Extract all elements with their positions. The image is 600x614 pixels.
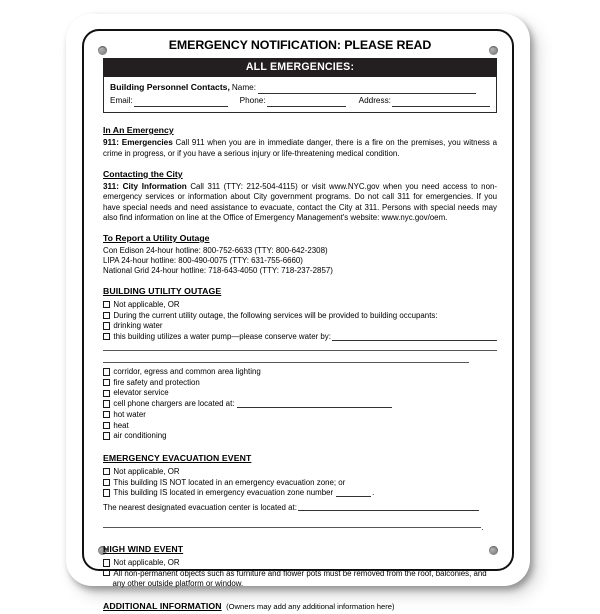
spacer [103,363,497,366]
evacuation-center-label: The nearest designated evacuation center is located at: [103,503,297,513]
checkbox-icon[interactable] [103,368,110,375]
checkbox-row-cell-phone-chargers[interactable] [103,399,497,408]
checkbox-row-corridor-lighting[interactable] [103,367,497,376]
contacting-the-city-section [103,164,497,223]
additional-information-heading: ADDITIONAL INFORMATION [103,600,222,611]
water-pump-conserve-input[interactable] [332,332,497,341]
checkbox-icon[interactable] [103,422,110,429]
checkbox-icon[interactable] [103,333,110,340]
contacts-address-label: Address: [358,96,391,106]
contacts-name-row [110,81,490,93]
contacts-name-label: Name: [231,82,256,92]
in-an-emergency-body [103,138,497,159]
checkbox-row-water-pump[interactable] [103,332,497,341]
cell-phone-charger-location-input[interactable] [237,399,392,408]
evacuation-zone-number-input[interactable] [336,488,371,497]
report-utility-outage-section [103,228,497,276]
contacting-the-city-text: Call 311 (TTY: 212-504-4115) or visit www.NYC.gov when you need access to non-emergency services or information about City government programs. Do not call 311 for emergencies. If you have special needs and need assistance to evacuate, contact the City at 311. Persons with special needs may also find information on line at the Office of Emergency Management's website: www.nyc.gov/oem. [103,181,497,222]
building-personnel-contacts-box [103,77,497,113]
checkbox-icon[interactable] [103,301,110,308]
additional-information-section [103,596,497,614]
blank-write-in-line-1[interactable] [103,350,497,351]
in-an-emergency-heading: In An Emergency [103,125,174,136]
checkbox-label: this building utilizes a water pump—please conserve water by: [113,331,331,341]
checkbox-icon[interactable] [103,400,110,407]
checkbox-label: This building IS located in emergency evacuation zone number [113,488,334,498]
additional-information-note: (Owners may add any additional information here) [226,601,395,611]
sign-plate [66,14,530,611]
checkbox-row-during-current-outage[interactable] [103,311,497,320]
checkbox-row-heat[interactable] [103,421,497,430]
contacts-email-input[interactable] [134,98,228,107]
high-wind-section [103,539,497,589]
checkbox-icon[interactable] [103,479,110,486]
checkbox-row-not-applicable-utility[interactable] [103,300,497,309]
checkbox-label: All non-permanent objects such as furniture and flower pots must be removed from the roof, balconies, and any other outside platform or window. [112,568,487,588]
report-utility-outage-heading: To Report a Utility Outage [103,232,210,243]
checkbox-label: elevator service [113,388,169,398]
checkbox-label: During the current utility outage, the following services will be provided to building occupants: [113,310,438,320]
checkbox-label: corridor, egress and common area lighting [113,367,261,377]
utility-hotline-lipa: LIPA 24-hour hotline: 800-490-0075 (TTY: 631-755-6660) [103,256,303,266]
checkbox-row-remove-objects[interactable] [103,569,497,589]
checkbox-label: fire safety and protection [113,377,200,387]
building-utility-outage-heading: BUILDING UTILITY OUTAGE [103,285,222,296]
checkbox-icon[interactable] [103,390,110,397]
checkbox-row-not-applicable-evacuation[interactable] [103,467,497,476]
checkbox-icon[interactable] [103,468,110,475]
evacuation-center-period: . [481,523,484,533]
checkbox-row-hot-water[interactable] [103,410,497,419]
checkbox-row-air-conditioning[interactable] [103,431,497,440]
contacting-the-city-body [103,182,497,223]
contacts-phone-label: Phone: [239,96,266,106]
high-wind-heading: HIGH WIND EVENT [103,544,184,555]
evacuation-zone-period: . [372,488,375,498]
checkbox-row-fire-safety[interactable] [103,378,497,387]
sign-content [103,38,497,614]
building-utility-outage-section [103,281,497,441]
checkbox-icon[interactable] [103,411,110,418]
checkbox-row-not-in-evacuation-zone[interactable] [103,478,497,487]
spacer [103,532,497,539]
evacuation-center-row [103,502,497,513]
contacts-heading: Building Personnel Contacts, [110,82,230,93]
checkbox-label: Not applicable, OR [113,466,180,476]
emergency-evacuation-heading: EMERGENCY EVACUATION EVENT [103,452,252,463]
checkbox-label: cell phone chargers are located at: [113,399,235,409]
utility-hotline-con-edison: Con Edison 24-hour hotline: 800-752-6633 (TTY: 800-642-2308) [103,245,328,255]
contacting-the-city-heading: Contacting the City [103,168,183,179]
checkbox-label: This building IS NOT located in an emergency evacuation zone; or [113,477,346,487]
checkbox-icon[interactable] [103,432,110,439]
contacts-details-row [110,95,490,107]
checkbox-row-in-evacuation-zone[interactable] [103,488,497,497]
contacts-phone-input[interactable] [267,98,347,107]
checkbox-icon[interactable] [103,379,110,386]
checkbox-row-elevator-service[interactable] [103,388,497,397]
contacts-name-input[interactable] [258,85,476,94]
evacuation-center-second-line [103,523,497,532]
checkbox-icon[interactable] [103,559,110,566]
in-an-emergency-text: Call 911 when you are in immediate danger, there is a fire on the premises, you witness a crime in progress, or if you have a serious injury or life-threatening medical condition. [103,138,498,158]
checkbox-label: hot water [113,409,146,419]
checkbox-label: air conditioning [113,431,167,441]
utility-hotline-national-grid: National Grid 24-hour hotline: 718-643-4050 (TTY: 718-237-2857) [103,266,333,276]
all-emergencies-banner: ALL EMERGENCIES: [103,58,497,77]
page-title: EMERGENCY NOTIFICATION: PLEASE READ [168,38,432,52]
checkbox-label: Not applicable, OR [113,299,180,309]
checkbox-label: heat [113,420,129,430]
checkbox-label: drinking water [113,321,163,331]
checkbox-icon[interactable] [103,489,110,496]
contacts-address-input[interactable] [392,98,490,107]
checkbox-icon[interactable] [103,569,110,576]
checkbox-icon[interactable] [103,322,110,329]
contacting-the-city-lead: 311: City Information [103,181,187,191]
spacer [103,589,497,596]
contacts-email-label: Email: [110,96,133,106]
checkbox-row-not-applicable-high-wind[interactable] [103,558,497,567]
checkbox-label: Not applicable, OR [113,558,180,568]
checkbox-icon[interactable] [103,312,110,319]
in-an-emergency-section [103,120,497,159]
checkbox-row-drinking-water[interactable] [103,321,497,330]
evacuation-center-input[interactable] [298,502,479,511]
evacuation-center-input-continued[interactable] [103,527,481,528]
in-an-emergency-lead: 911: Emergencies [103,138,173,148]
emergency-evacuation-section [103,448,497,532]
spacer [103,441,497,448]
